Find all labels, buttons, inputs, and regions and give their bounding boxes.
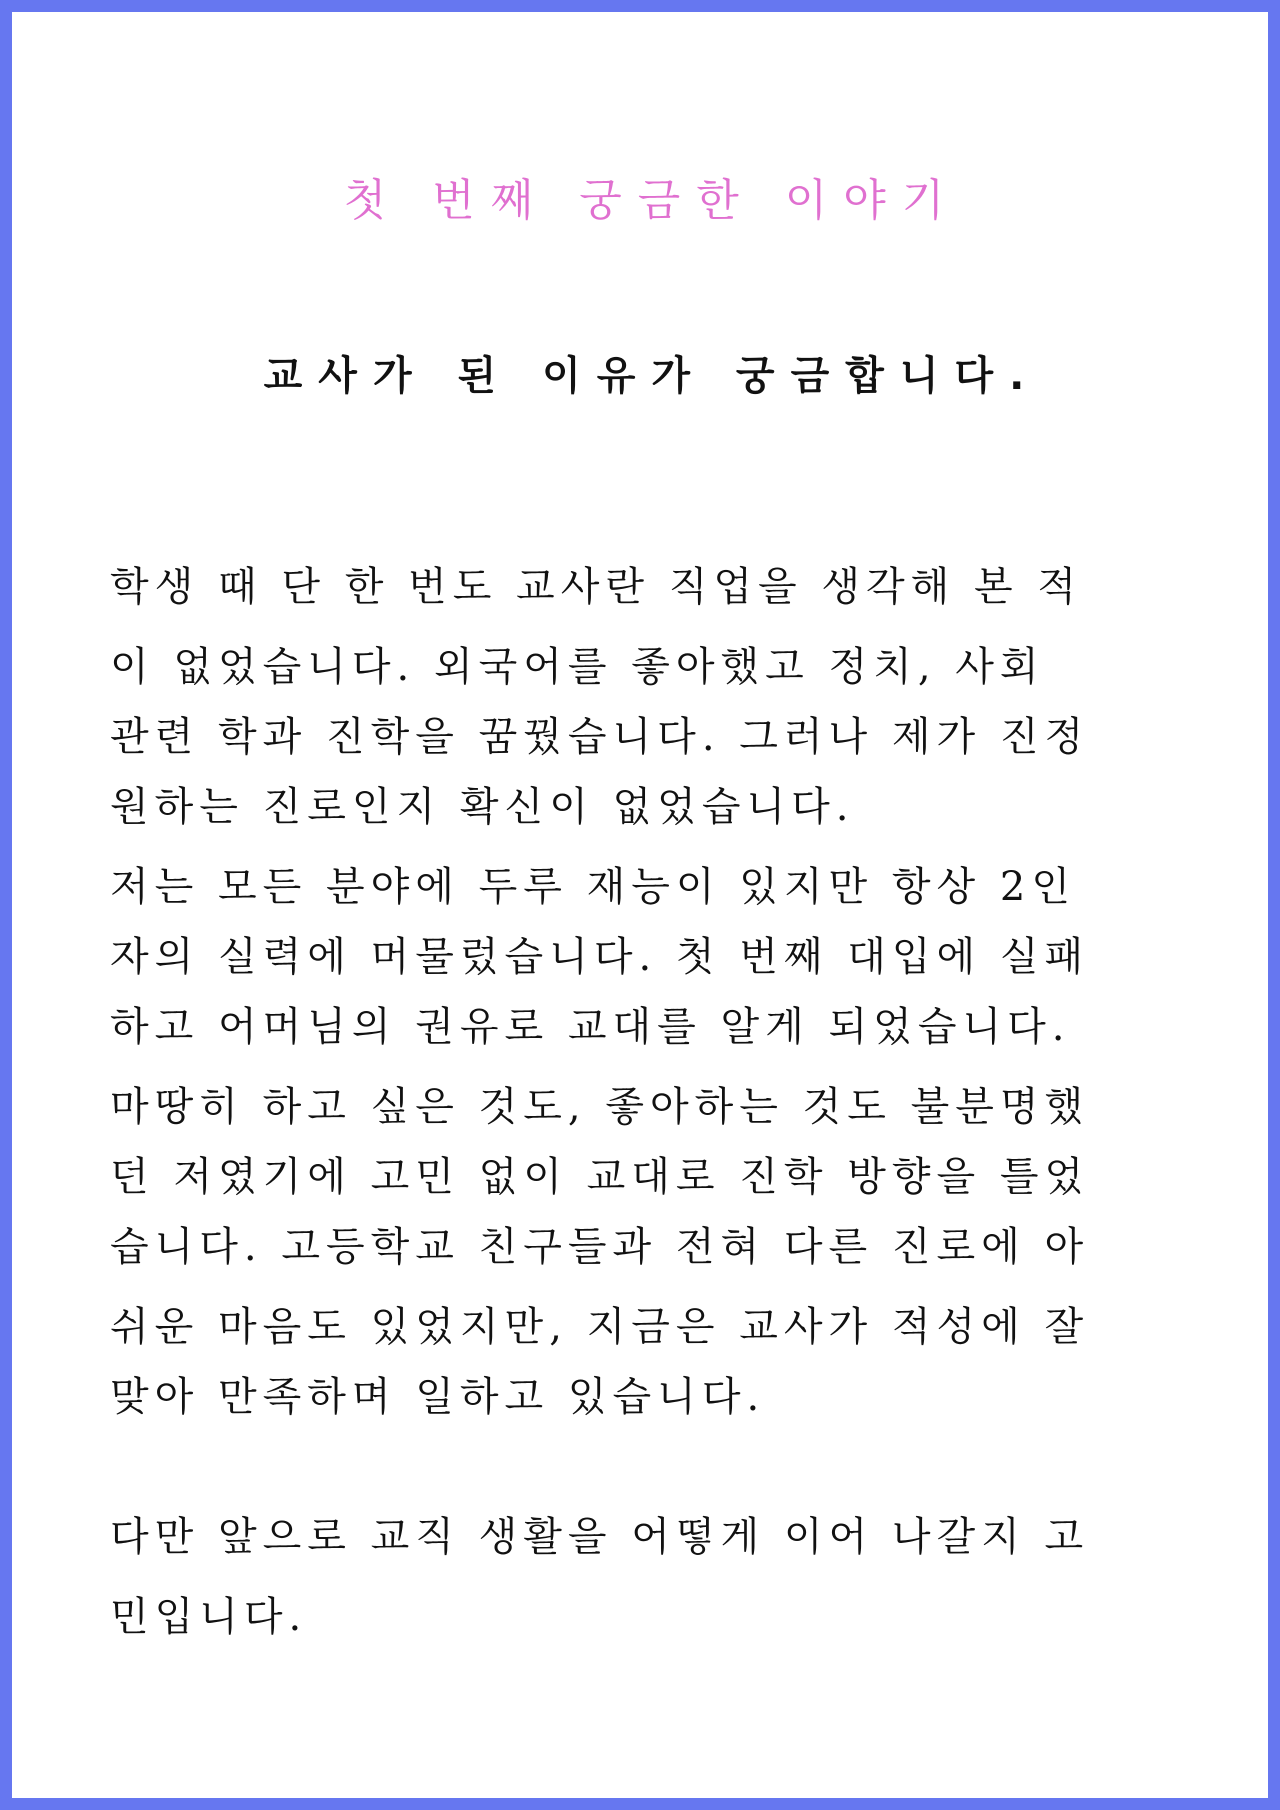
- body-line: 던 저였기에 고민 없이 교대로 진학 방향을 틀었: [110, 1154, 1090, 1200]
- body-line: 마땅히 하고 싶은 것도, 좋아하는 것도 불분명했: [110, 1084, 1090, 1130]
- document-title: 첫 번째 궁금한 이야기: [343, 175, 961, 226]
- body-line: 자의 실력에 머물렀습니다. 첫 번째 대입에 실패: [110, 934, 1090, 980]
- body-line: 원하는 진로인지 확신이 없었습니다.: [110, 784, 855, 830]
- document-page: [24, 24, 1280, 1810]
- body-line: 민입니다.: [110, 1594, 308, 1640]
- body-line: 저는 모든 분야에 두루 재능이 있지만 항상 2인: [110, 864, 1076, 910]
- body-line: 관련 학과 진학을 꿈꿨습니다. 그러나 제가 진정: [110, 714, 1090, 760]
- body-line: 하고 어머님의 권유로 교대를 알게 되었습니다.: [110, 1004, 1071, 1050]
- document-subtitle: 교사가 된 이유가 궁금합니다.: [263, 353, 1041, 399]
- body-line: 습니다. 고등학교 친구들과 전혀 다른 진로에 아: [110, 1224, 1090, 1270]
- body-line: 학생 때 단 한 번도 교사란 직업을 생각해 본 적: [110, 564, 1082, 610]
- body-line: 쉬운 마음도 있었지만, 지금은 교사가 적성에 잘: [110, 1304, 1090, 1350]
- body-line: 다만 앞으로 교직 생활을 어떻게 이어 나갈지 고: [110, 1514, 1090, 1560]
- body-line: 맞아 만족하며 일하고 있습니다.: [110, 1374, 766, 1420]
- body-line: 이 없었습니다. 외국어를 좋아했고 정치, 사회: [110, 644, 1045, 690]
